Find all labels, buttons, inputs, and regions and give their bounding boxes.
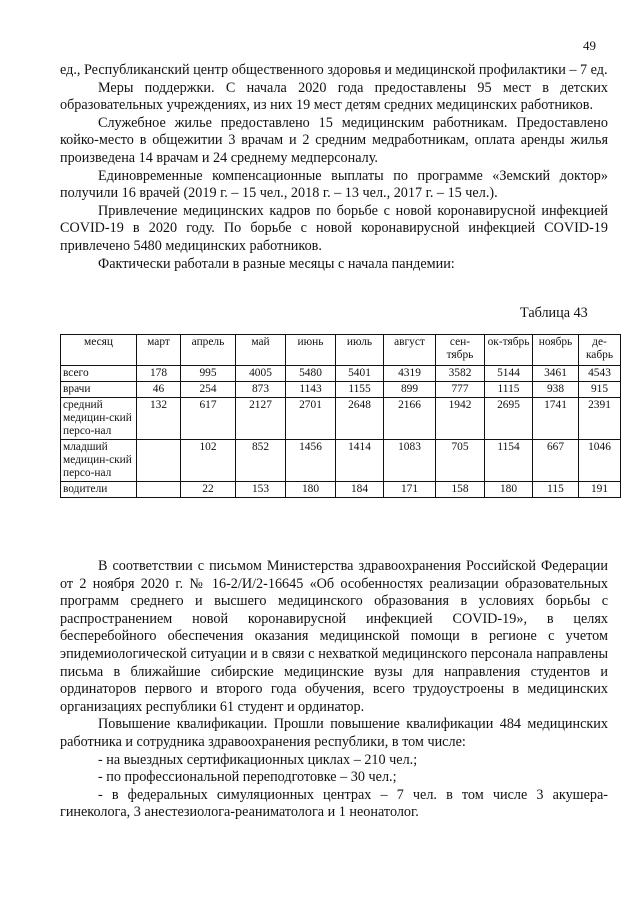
table-cell: 22 (181, 482, 236, 498)
column-header: май (236, 335, 286, 366)
table-cell: 132 (137, 398, 181, 440)
table-row (61, 482, 621, 498)
table-cell: 5144 (485, 366, 533, 382)
table-cell (137, 482, 181, 498)
table-cell: 1155 (336, 382, 384, 398)
row-label: младший медицин-ский персо-нал (61, 440, 137, 482)
table-cell: 178 (137, 366, 181, 382)
row-label: врачи (61, 382, 137, 398)
table-cell: 180 (485, 482, 533, 498)
table-header-row (61, 335, 621, 366)
table-cell: 4543 (579, 366, 621, 382)
column-header: де-кабрь (579, 335, 621, 366)
table-cell: 617 (181, 398, 236, 440)
table-cell: 2701 (286, 398, 336, 440)
paragraph: Меры поддержки. С начала 2020 года предоставлены 95 мест в детских образовательных учреждениях, из них 19 мест детям средних медицинских работников. (60, 79, 608, 114)
paragraph: В соответствии с письмом Министерства здравоохранения Российской Федерации от 2 ноября 2020 г. № 16-2/И/2-16645 «Об особенностях реализации образовательных программ среднего и высшего медицинского образования в условиях борьбы с распространением новой коронавирусной инфекцией COVID-19», в целях бесперебойного обеспечения оказания медицинской помощи в регионе с учетом эпидемиологической ситуации и в связи с нехваткой медицинского персонала направлены письма в ближайшие сибирские медицинские вузы для направления студентов и ординаторов первого и второго года обучения, всего трудоустроены в медицинских организациях республики 61 студент и ординатор. (60, 558, 608, 715)
column-header: ок-тябрь (485, 335, 533, 366)
paragraph: Повышение квалификации. Прошли повышение квалификации 484 медицинских работника и сотрудника здравоохранения республики, в том числе: (60, 716, 608, 750)
table-cell: 1083 (384, 440, 436, 482)
column-header: апрель (181, 335, 236, 366)
table-cell: 3582 (436, 366, 485, 382)
table-cell: 5401 (336, 366, 384, 382)
table-cell: 1046 (579, 440, 621, 482)
list-item: - по профессиональной переподготовке – 30 чел.; (98, 769, 397, 786)
data-table (60, 334, 621, 498)
table-cell: 180 (286, 482, 336, 498)
table-cell: 115 (533, 482, 579, 498)
table-row (61, 398, 621, 440)
column-header: июнь (286, 335, 336, 366)
paragraph: Единовременные компенсационные выплаты по программе «Земский доктор» получили 16 врачей (2019 г. – 15 чел., 2018 г. – 13 чел., 2017 г. – 15 чел.). (60, 167, 608, 202)
column-header: март (137, 335, 181, 366)
table-cell: 171 (384, 482, 436, 498)
table-cell: 3461 (533, 366, 579, 382)
column-header: июль (336, 335, 384, 366)
table-cell: 191 (579, 482, 621, 498)
table-cell (137, 440, 181, 482)
table-cell: 254 (181, 382, 236, 398)
table-cell: 995 (181, 366, 236, 382)
paragraph: Фактически работали в разные месяцы с начала пандемии: (98, 255, 455, 272)
page-number: 49 (583, 38, 596, 53)
column-header: месяц (61, 335, 137, 366)
column-header: ноябрь (533, 335, 579, 366)
table-cell: 1942 (436, 398, 485, 440)
table-cell: 2127 (236, 398, 286, 440)
table-cell: 1154 (485, 440, 533, 482)
table-cell: 5480 (286, 366, 336, 382)
table-cell: 899 (384, 382, 436, 398)
table-cell: 2391 (579, 398, 621, 440)
table-cell: 1414 (336, 440, 384, 482)
list-item: - на выездных сертификационных циклах – 210 чел.; (98, 751, 418, 768)
table-cell: 184 (336, 482, 384, 498)
table-cell: 4005 (236, 366, 286, 382)
row-label: водители (61, 482, 137, 498)
table-cell: 705 (436, 440, 485, 482)
table-row (61, 366, 621, 382)
table-cell: 2166 (384, 398, 436, 440)
paragraph: Привлечение медицинских кадров по борьбе с новой коронавирусной инфекцией COVID-19 в 2020 году. По борьбе с новой коронавирусной инфекцией COVID-19 привлечено 5480 медицинских работников. (60, 202, 608, 254)
table-cell: 1741 (533, 398, 579, 440)
table-cell: 915 (579, 382, 621, 398)
table-cell: 2648 (336, 398, 384, 440)
table-cell: 938 (533, 382, 579, 398)
table-cell: 1456 (286, 440, 336, 482)
table-cell: 1143 (286, 382, 336, 398)
table-cell: 873 (236, 382, 286, 398)
paragraph: Служебное жилье предоставлено 15 медицинским работникам. Предоставлено койко-место в общежитии 3 врачам и 2 средним медработникам, оплата аренды жилья произведена 14 врачам и 24 среднему медперсоналу. (60, 114, 608, 166)
text-block-bottom (60, 558, 608, 822)
column-header: август (384, 335, 436, 366)
table-cell: 667 (533, 440, 579, 482)
table-cell: 852 (236, 440, 286, 482)
paragraph: - в федеральных симуляционных центрах – 7 чел. в том числе 3 акушера-гинеколога, 3 анестезиолога-реаниматолога и 1 неонатолог. (60, 786, 608, 821)
column-header: сен-тябрь (436, 335, 485, 366)
row-label: всего (61, 366, 137, 382)
text-block-top (60, 62, 608, 273)
table-cell: 46 (137, 382, 181, 398)
table-cell: 2695 (485, 398, 533, 440)
table-row (61, 382, 621, 398)
paragraph: ед., Республиканский центр общественного здоровья и медицинской профилактики – 7 ед. (60, 62, 608, 78)
table-cell: 102 (181, 440, 236, 482)
table-cell: 153 (236, 482, 286, 498)
table-cell: 777 (436, 382, 485, 398)
table-cell: 158 (436, 482, 485, 498)
table-row (61, 440, 621, 482)
table-caption: Таблица 43 (520, 305, 588, 321)
row-label: средний медицин-ский персо-нал (61, 398, 137, 440)
table-cell: 4319 (384, 366, 436, 382)
table-cell: 1115 (485, 382, 533, 398)
